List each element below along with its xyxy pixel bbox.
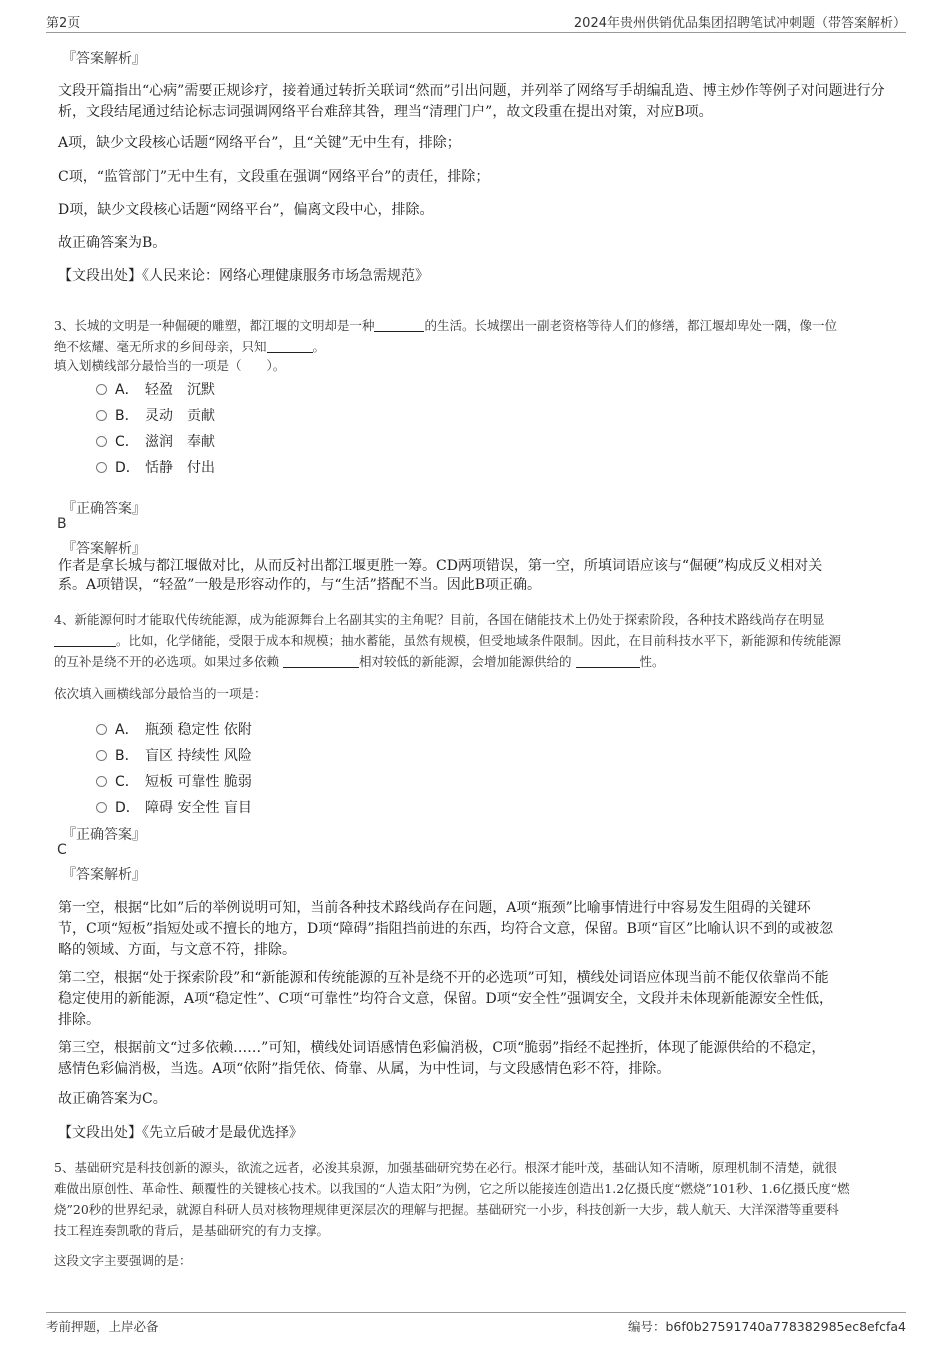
q4-option-d[interactable]: D． 障碍 安全性 盲目	[96, 797, 252, 817]
document-code: 编号：b6f0b27591740a778382985ec8efcfa4	[627, 1319, 906, 1334]
q3-option-c[interactable]: C． 滋润 奉献	[96, 431, 215, 451]
analysis-paragraph-2: 第二空，根据“处于探索阶段”和“新能源和传统能源的互补是绕不开的必选项”可知，横线处词语应体现当前不能仅依靠尚不能 稳定使用的新能源，A项“稳定性”、C项“可靠性”均符合文意，保留。D项“安全性”强调安全，文段并未体现新能源安全性低， 排除。	[58, 970, 833, 1028]
document-title: 2024年贵州供销优品集团招聘笔试冲刺题（带答案解析）	[573, 16, 906, 31]
radio-icon[interactable]	[96, 384, 107, 395]
correct-answer: C	[57, 842, 67, 858]
radio-icon[interactable]	[96, 724, 107, 735]
analysis-option-c: C项，“监管部门”无中生有，文段重在强调“网络平台”的责任，排除；	[58, 169, 490, 185]
conclusion: 故正确答案为C。	[58, 1091, 167, 1107]
question-4-instruction: 依次填入画横线部分最恰当的一项是：	[54, 686, 267, 701]
answer-blank	[374, 318, 424, 332]
q3-option-b[interactable]: B． 灵动 贡献	[96, 405, 215, 425]
source-citation: 【文段出处】《先立后破才是最优选择》	[58, 1125, 303, 1141]
radio-icon[interactable]	[96, 410, 107, 421]
correct-answer: B	[57, 516, 67, 532]
q4-option-a[interactable]: A． 瓶颈 稳定性 依附	[96, 719, 252, 739]
radio-icon[interactable]	[96, 750, 107, 761]
analysis-paragraph: 文段开篇指出“心病”需要正规诊疗，接着通过转折关联词“然而”引出问题，并列举了网络写手胡编乱造、博主炒作等例子对问题进行分析，文段结尾通过结论标志词强调网络平台难辞其咎，理当“清理门户”，故文段重在提出对策，对应B项。	[58, 83, 885, 120]
question-3-instruction: 填入划横线部分最恰当的一项是（ ）。	[54, 358, 286, 373]
q3-option-a[interactable]: A． 轻盈 沉默	[96, 379, 215, 399]
page-header	[46, 10, 906, 33]
q3-option-d[interactable]: D． 恬静 付出	[96, 457, 215, 477]
q4-option-c[interactable]: C． 短板 可靠性 脆弱	[96, 771, 252, 791]
analysis-option-d: D项，缺少文段核心话题“网络平台”，偏离文段中心，排除。	[58, 202, 434, 218]
question-3-stem: 3、长城的文明是一种倔硬的雕塑，都江堰的文明却是一种 的生活。长城摆出一副老资格等待人们的修缮，都江堰却卑处一隅，像一位 绝不炫耀、毫无所求的乡间母亲，只知 。	[54, 318, 837, 354]
radio-icon[interactable]	[96, 462, 107, 473]
answer-blank	[283, 654, 359, 668]
analysis-paragraph-1: 第一空，根据“比如”后的举例说明可知，当前各种技术路线尚存在问题，A项“瓶颈”比喻事情进行中容易发生阻碍的关键环 节，C项“短板”指短处或不擅长的地方，D项“障碍”指阻挡前进的东西，均符合文意，保留。B项“盲区”比喻认识不到的或被忽 略的领域、方面，与文意不符，排除。	[58, 900, 834, 958]
answer-blank	[267, 339, 313, 353]
question-5-instruction: 这段文字主要强调的是：	[54, 1253, 192, 1268]
radio-icon[interactable]	[96, 436, 107, 447]
radio-icon[interactable]	[96, 776, 107, 787]
question-5-stem: 5、基础研究是科技创新的源头，欲流之远者，必浚其泉源，加强基础研究势在必行。根深才能叶茂，基础认知不清晰，原理机制不清楚，就很 难做出原创性、革命性、颠覆性的关键核心技术。以我国的“人造太阳”为例，它之所以能接连创造出1.2亿摄氏度“燃烧”101秒、1.6亿摄氏度“燃 烧”20秒的世界纪录，就源自科研人员对核物理规律更深层次的理解与把握。基础研究一小步，科技创新一大步，载人航天、大洋深潜等重要科 技工程连奏凯歌的背后，是基础研究的有力支撑。	[54, 1160, 850, 1238]
correct-answer-label: 『正确答案』	[62, 827, 146, 843]
analysis-paragraph-3: 第三空，根据前文“过多依赖……”可知，横线处词语感情色彩偏消极，C项“脆弱”指经不起挫折，体现了能源供给的不稳定， 感情色彩偏消极，当选。A项“依附”指凭依、倚靠、从属，为中性词，与文段感情色彩不符，排除。	[58, 1040, 826, 1077]
page-footer	[46, 1312, 906, 1335]
radio-icon[interactable]	[96, 802, 107, 813]
source-citation: 【文段出处】《人民来论：网络心理健康服务市场急需规范》	[58, 268, 429, 284]
analysis-option-a: A项，缺少文段核心话题“网络平台”，且“关键”无中生有，排除；	[58, 135, 461, 151]
correct-answer-label: 『正确答案』	[62, 501, 146, 517]
analysis-label: 『答案解析』	[62, 51, 146, 67]
analysis-line: 系。A项错误，“轻盈”一般是形容动作的，与“生活”搭配不当。因此B项正确。	[58, 577, 542, 593]
answer-blank	[54, 633, 116, 647]
question-4-stem: 4、新能源何时才能取代传统能源，成为能源舞台上名副其实的主角呢？目前，各国在储能技术上仍处于探索阶段，各种技术路线尚存在明显 。比如，化学储能，受限于成本和规模；抽水蓄能，虽然有规模，但受地域条件限制。因此，在目前科技水平下，新能源和传统能源 的互补是绕不开的必选项。如果过多依赖 相对较低的新能源，会增加能源供给的 性。	[54, 612, 842, 669]
q4-option-b[interactable]: B． 盲区 持续性 风险	[96, 745, 252, 765]
analysis-label: 『答案解析』	[62, 541, 146, 557]
conclusion: 故正确答案为B。	[58, 235, 167, 251]
answer-blank	[576, 654, 640, 668]
page-number: 第2页	[46, 16, 81, 31]
analysis-line: 作者是拿长城与都江堰做对比，从而反衬出都江堰更胜一筹。CD两项错误，第一空，所填词语应该与“倔硬”构成反义相对关	[58, 558, 823, 574]
analysis-label: 『答案解析』	[62, 867, 146, 883]
footer-slogan: 考前押题，上岸必备	[46, 1319, 159, 1334]
